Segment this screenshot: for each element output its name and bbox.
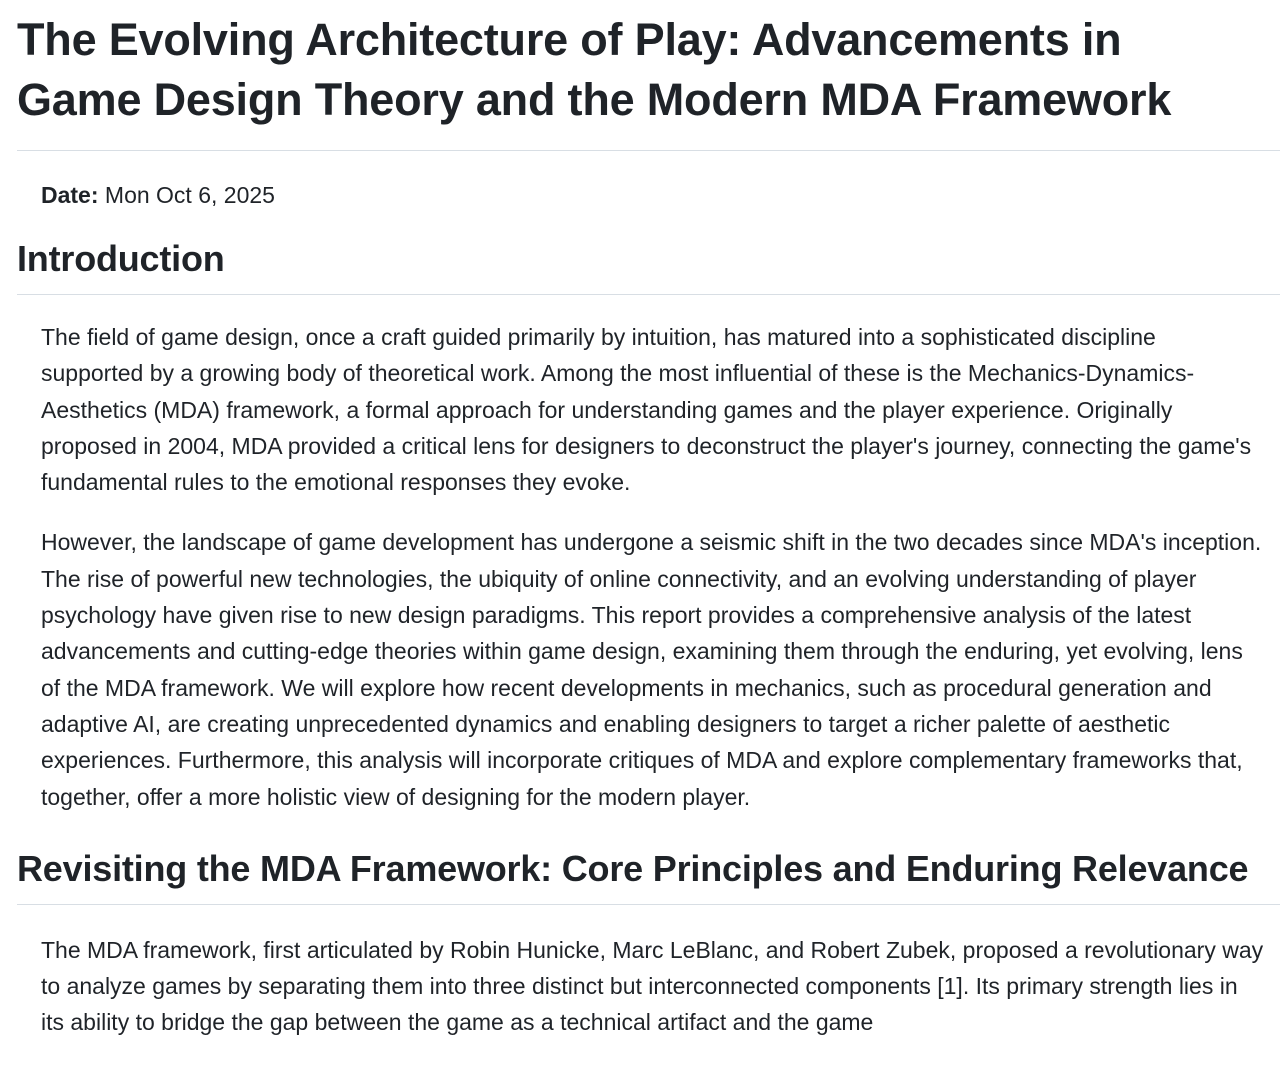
article-title-line-1: The Evolving Architecture of Play: Advancements in xyxy=(17,14,1122,65)
article-title-line-2: Game Design Theory and the Modern MDA Framework xyxy=(17,74,1172,125)
article-title xyxy=(17,0,1280,151)
intro-paragraph-1: The field of game design, once a craft guided primarily by intuition, has matured into a sophisticated discipline supported by a growing body of theoretical work. Among the most influential of these is the Mechanics-Dynamics-Aesthetics (MDA) framework, a formal approach for understanding games and the player experience. Originally proposed in 2004, MDA provided a critical lens for designers to deconstruct the player's journey, connecting the game's fundamental rules to the emotional responses they evoke. xyxy=(41,324,1252,496)
date-line xyxy=(17,180,1280,210)
intro-paragraph-2: However, the landscape of game development has undergone a seismic shift in the two decades since MDA's inception. The rise of powerful new technologies, the ubiquity of online connectivity, and an evolving understanding of player psychology have given rise to new design paradigms. This report provides a comprehensive analysis of the latest advancements and cutting-edge theories within game design, examining them through the enduring, yet evolving, lens of the MDA framework. We will explore how recent developments in mechanics, such as procedural generation and adaptive AI, are creating unprecedented dynamics and enabling designers to target a richer palette of aesthetic experiences. Furthermore, this analysis will incorporate critiques of MDA and explore complementary frameworks that, together, offer a more holistic view of designing for the modern player. xyxy=(41,529,1262,810)
section-heading-revisiting-mda: Revisiting the MDA Framework: Core Principles and Enduring Relevance xyxy=(17,847,1280,905)
date-value: Mon Oct 6, 2025 xyxy=(104,182,275,208)
date-label: Date: xyxy=(41,182,99,208)
revisiting-paragraph-1: The MDA framework, first articulated by Robin Hunicke, Marc LeBlanc, and Robert Zubek, proposed a revolutionary way to analyze games by separating them into three distinct but interconnected components [1]. Its primary strength lies in its ability to bridge the gap between the game as a technical artifact and the game xyxy=(41,936,1264,1036)
article xyxy=(17,0,1280,1041)
section-heading-introduction: Introduction xyxy=(17,237,1280,295)
